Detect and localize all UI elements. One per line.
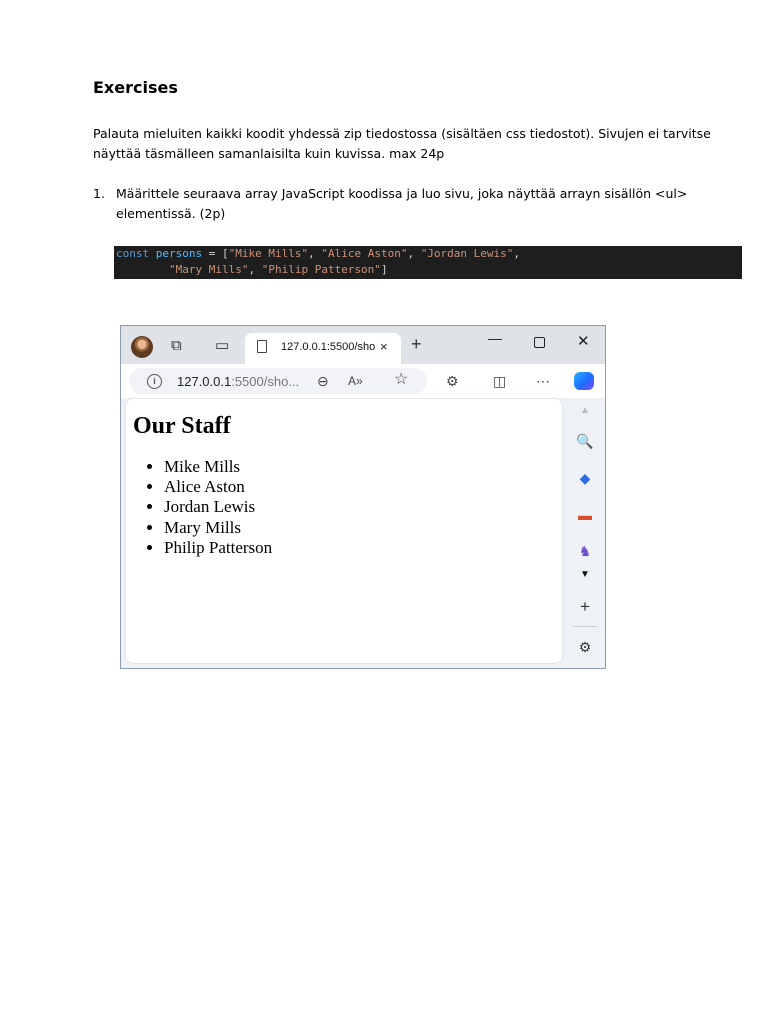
exercise-text: Määrittele seuraava array JavaScript koodissa ja luo sivu, joka näyttää arrayn sisällön <ul> elementissä. (2p)	[116, 186, 688, 221]
copilot-icon[interactable]	[574, 372, 594, 390]
split-screen-icon[interactable]: ◫	[493, 373, 507, 389]
avatar-icon[interactable]	[131, 336, 153, 358]
code-separator: ,	[407, 247, 421, 260]
browser-screenshot	[120, 325, 606, 669]
code-string: "Mary Mills"	[168, 263, 249, 276]
code-separator: ,	[248, 263, 262, 276]
browser-tab[interactable]	[245, 333, 401, 364]
code-block	[114, 246, 742, 279]
list-item: • Mary Mills	[164, 518, 272, 538]
url-host: 127.0.0.1	[177, 374, 232, 389]
code-string: "Alice Aston"	[321, 247, 408, 260]
code-string: "Jordan Lewis"	[420, 247, 514, 260]
page-content	[125, 398, 563, 664]
scroll-down-icon[interactable]: ▼	[580, 569, 590, 580]
url-field[interactable]	[129, 368, 427, 394]
code-string: "Mike Mills"	[228, 247, 309, 260]
extensions-icon[interactable]: ⚙	[446, 373, 459, 389]
list-item: • Mike Mills	[164, 457, 272, 477]
code-indent	[116, 263, 169, 276]
code-variable: persons	[155, 247, 203, 260]
code-closing: ]	[380, 263, 388, 276]
window-close-icon[interactable]: ✕	[577, 333, 590, 350]
minimize-icon[interactable]: —	[488, 330, 502, 346]
address-bar	[121, 364, 605, 398]
more-icon[interactable]: ⋯	[536, 373, 550, 389]
zoom-out-icon[interactable]: ⊖	[317, 373, 329, 389]
browser-sidebar	[565, 398, 605, 668]
games-icon[interactable]: ♞	[578, 543, 592, 559]
code-keyword: const	[116, 247, 150, 260]
code-operator: = [	[202, 247, 229, 260]
maximize-icon[interactable]	[534, 337, 545, 348]
new-tab-button[interactable]: +	[411, 334, 422, 354]
tools-icon[interactable]: ▬	[578, 507, 592, 523]
list-item: • Jordan Lewis	[164, 497, 272, 517]
document-title: Exercises	[93, 78, 178, 97]
tab-title: 127.0.0.1:5500/sho	[281, 341, 376, 353]
workspaces-icon[interactable]: ⧉	[171, 337, 182, 354]
close-icon[interactable]: ×	[380, 339, 388, 354]
tab-actions-icon[interactable]: ▭	[215, 337, 230, 354]
url-text	[177, 374, 299, 389]
scroll-up-icon[interactable]: ▲	[580, 405, 590, 416]
sidebar-divider	[573, 626, 597, 627]
settings-icon[interactable]: ⚙	[578, 639, 592, 655]
code-separator: ,	[513, 247, 521, 260]
code-string: "Philip Patterson"	[261, 263, 381, 276]
star-icon[interactable]: ☆	[394, 371, 409, 388]
page-heading: Our Staff	[133, 413, 231, 439]
shopping-tag-icon[interactable]: ◆	[579, 470, 591, 486]
intro-paragraph: Palauta mieluiten kaikki koodit yhdessä zip tiedostossa (sisältäen css tiedostot). Sivujen ei tarvitse näyttää täsmälleen samanlaisilta kuin kuvissa. max 24p	[93, 126, 711, 161]
list-item: • Philip Patterson	[164, 538, 272, 558]
list-item: • Alice Aston	[164, 477, 272, 497]
code-separator: ,	[308, 247, 322, 260]
read-aloud-icon[interactable]: A»	[348, 374, 363, 388]
info-icon[interactable]: i	[147, 374, 162, 389]
staff-list	[126, 457, 272, 558]
url-path: :5500/sho...	[231, 374, 300, 389]
search-icon[interactable]: 🔍	[576, 433, 594, 449]
tab-bar	[121, 326, 605, 364]
exercise-number: 1.	[93, 186, 105, 201]
add-icon[interactable]: +	[580, 597, 590, 616]
page-icon	[257, 340, 267, 353]
